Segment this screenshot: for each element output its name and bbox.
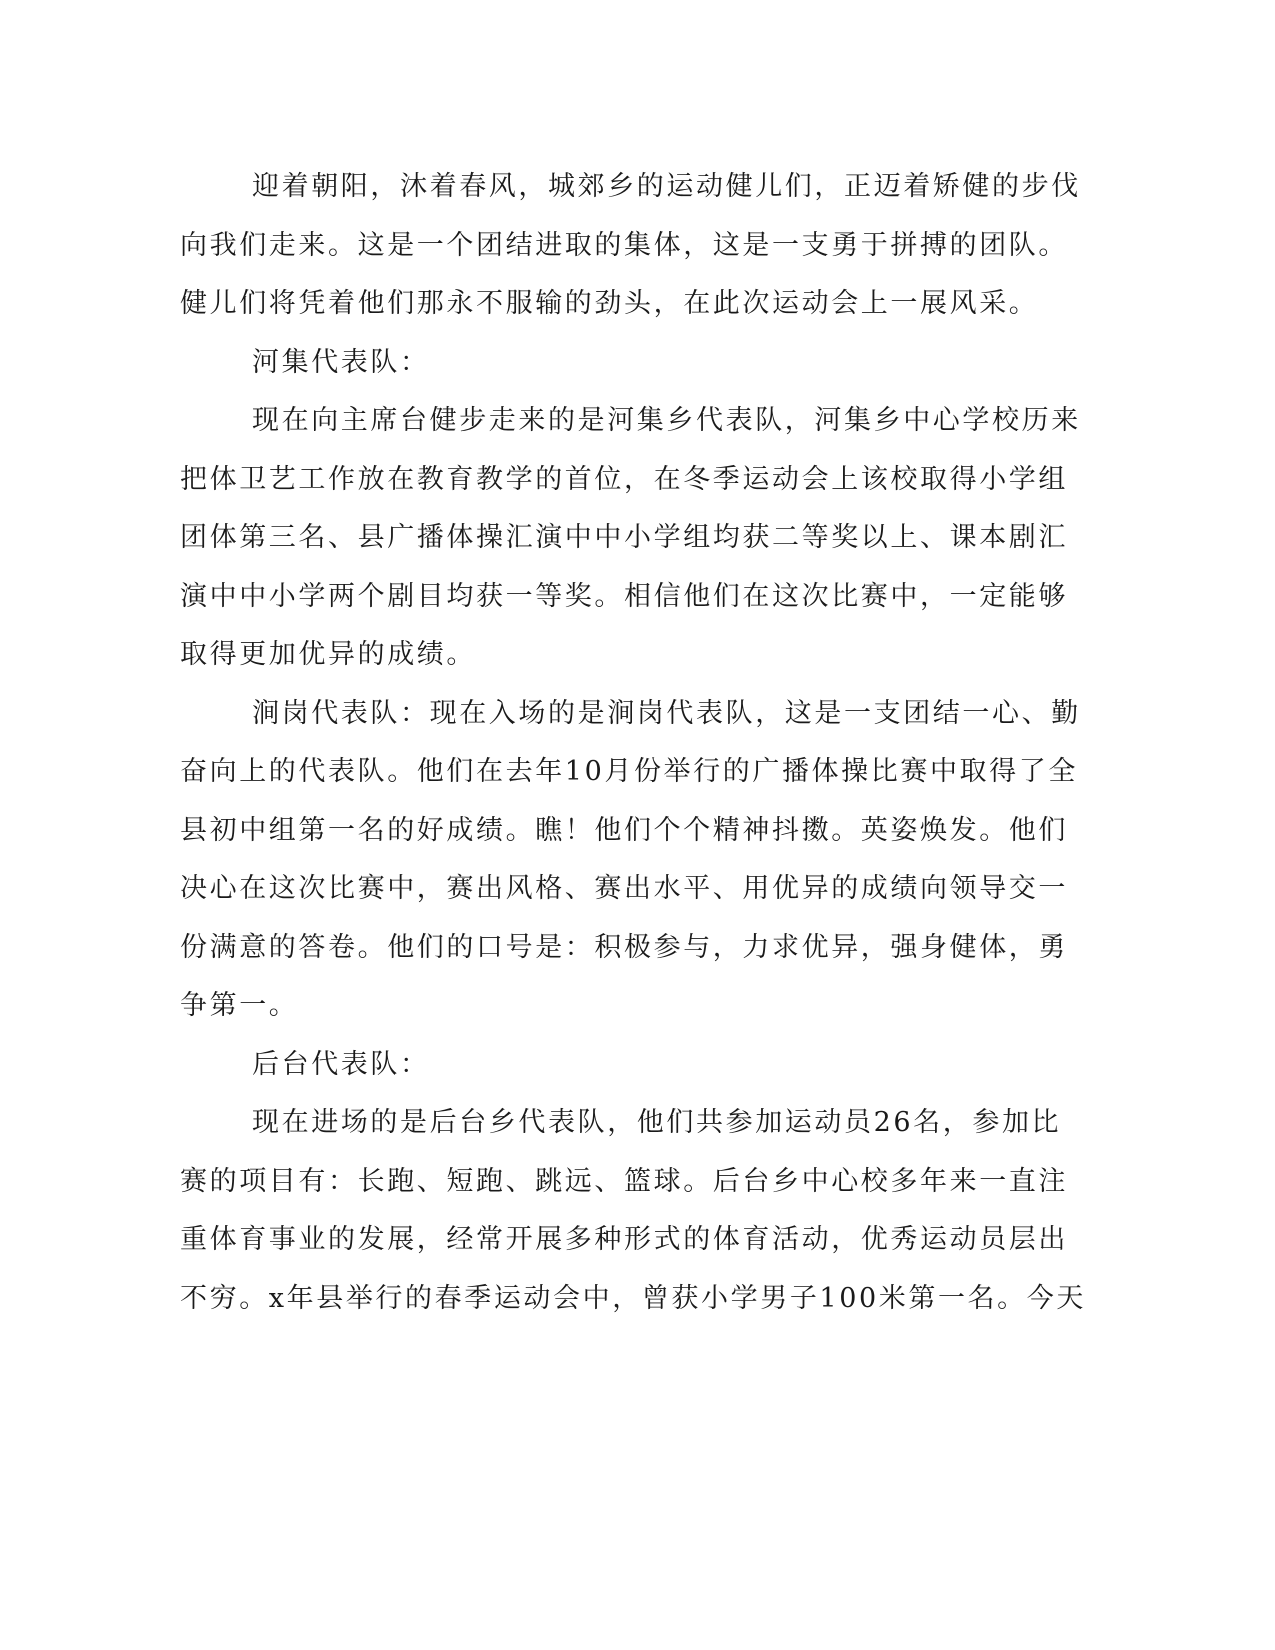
text-line: 把体卫艺工作放在教育教学的首位，在冬季运动会上该校取得小学组 bbox=[180, 463, 1068, 495]
text-line: 决心在这次比赛中，赛出风格、赛出水平、用优异的成绩向领导交一 bbox=[180, 873, 1068, 904]
paragraph-heji bbox=[180, 392, 1081, 685]
paragraph-houtai bbox=[180, 1094, 1086, 1328]
text-line: 赛的项目有：长跑、短跑、跳远、篮球。后台乡中心校多年来一直注 bbox=[180, 1165, 1068, 1197]
text-line: 县初中组第一名的好成绩。瞧！他们个个精神抖擞。英姿焕发。他们 bbox=[180, 814, 1068, 846]
text-line: 涧岗代表队：现在入场的是涧岗代表队，这是一支团结一心、勤 bbox=[252, 697, 1081, 729]
text-line: 迎着朝阳，沐着春风，城郊乡的运动健儿们，正迈着矫健的步伐 bbox=[252, 171, 1081, 202]
heading-houtai bbox=[180, 1036, 1040, 1095]
text-line: 取得更加优异的成绩。 bbox=[180, 639, 476, 670]
text-line: 奋向上的代表队。他们在去年10月份举行的广播体操比赛中取得了全 bbox=[180, 756, 1078, 787]
section-heading: 河集代表队： bbox=[252, 346, 430, 378]
text-line: 团体第三名、县广播体操汇演中中小学组均获二等奖以上、课本剧汇 bbox=[180, 522, 1068, 553]
text-line: 向我们走来。这是一个团结进取的集体，这是一支勇于拼搏的团队。 bbox=[180, 229, 1068, 261]
paragraph-jiangang bbox=[180, 685, 1081, 1036]
text-line: 现在向主席台健步走来的是河集乡代表队，河集乡中心学校历来 bbox=[252, 405, 1081, 436]
text-line: 现在进场的是后台乡代表队，他们共参加运动员26名，参加比 bbox=[252, 1107, 1062, 1138]
text-line: 不穷。x年县举行的春季运动会中，曾获小学男子100米第一名。今天 bbox=[180, 1282, 1086, 1314]
section-heading: 后台代表队： bbox=[252, 1048, 430, 1080]
text-line: 演中中小学两个剧目均获一等奖。相信他们在这次比赛中，一定能够 bbox=[180, 580, 1068, 612]
text-line: 争第一。 bbox=[180, 990, 299, 1021]
text-line: 份满意的答卷。他们的口号是：积极参与，力求优异，强身健体，勇 bbox=[180, 931, 1068, 963]
text-line: 重体育事业的发展，经常开展多种形式的体育活动，优秀运动员层出 bbox=[180, 1224, 1068, 1255]
paragraph-chengjiao bbox=[180, 158, 1081, 334]
document-body bbox=[180, 158, 1086, 1328]
heading-heji bbox=[180, 334, 1040, 393]
text-line: 健儿们将凭着他们那永不服输的劲头，在此次运动会上一展风采。 bbox=[180, 288, 1039, 319]
